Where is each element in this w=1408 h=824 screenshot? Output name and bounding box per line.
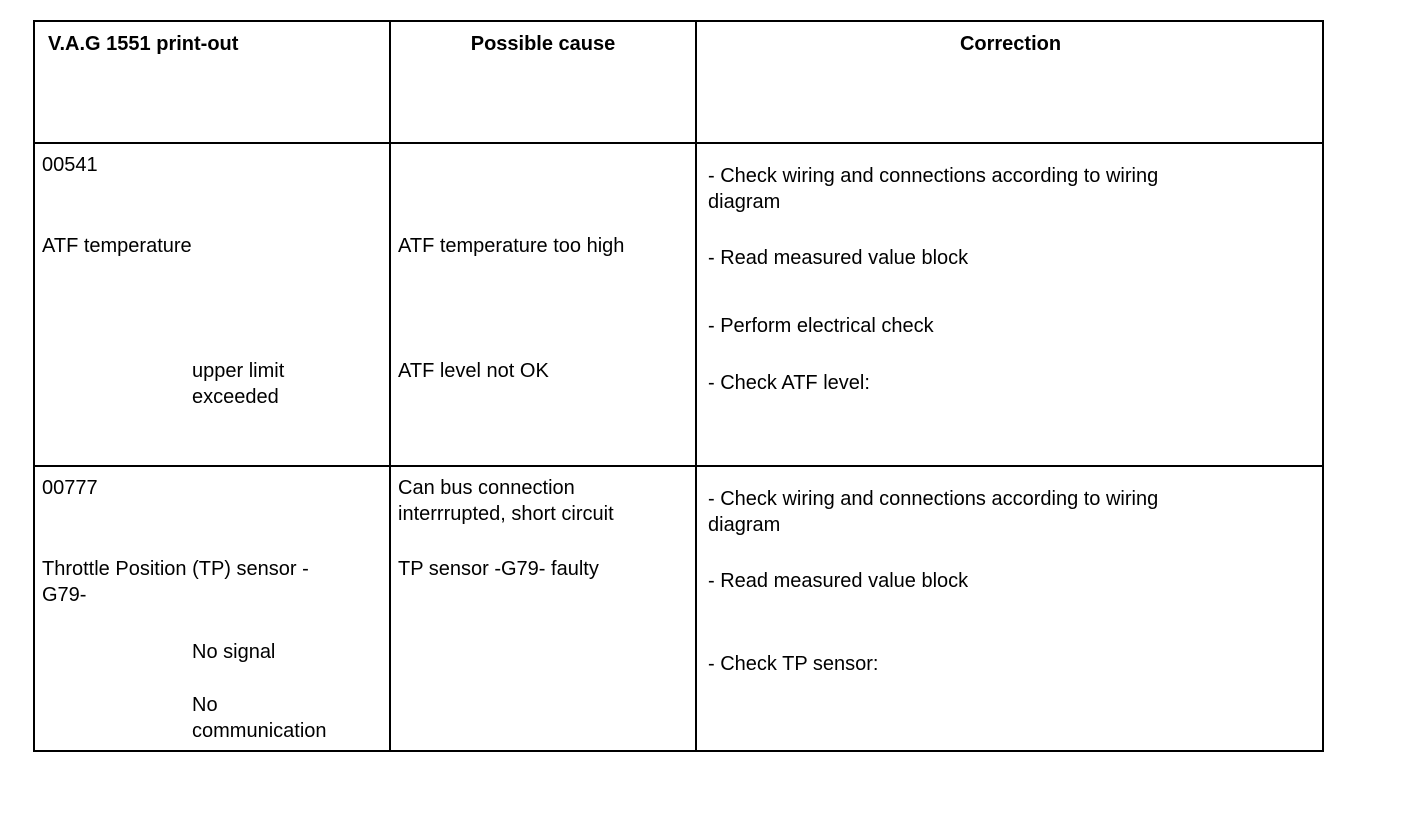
fault-condition: No signal (192, 641, 276, 663)
correction-step: - Check TP sensor: (708, 653, 879, 675)
row-divider (35, 465, 1322, 467)
correction-step: - Check wiring and connections according to wiring (708, 165, 1159, 187)
header-printout: V.A.G 1551 print-out (48, 33, 239, 55)
header-possible-cause: Possible cause (470, 33, 616, 55)
possible-cause-line: Can bus connection (398, 477, 575, 499)
correction-step-continued: diagram (708, 514, 781, 536)
possible-cause: ATF level not OK (398, 360, 549, 382)
fault-condition-line: No (192, 694, 218, 716)
column-divider (389, 22, 391, 750)
correction-step: - Check wiring and connections according to wiring (708, 488, 1159, 510)
fault-condition-line: exceeded (192, 386, 279, 408)
fault-condition-line: upper limit (192, 360, 285, 382)
header-correction: Correction (959, 33, 1062, 55)
possible-cause: TP sensor -G79- faulty (398, 558, 599, 580)
fault-component: ATF temperature (42, 235, 192, 257)
fault-condition-line: communication (192, 720, 327, 742)
fault-component-line: Throttle Position (TP) sensor - (42, 558, 309, 580)
row-divider (35, 142, 1322, 144)
fault-code: 00777 (42, 477, 98, 499)
correction-step-continued: diagram (708, 191, 781, 213)
fault-code: 00541 (42, 154, 98, 176)
fault-component-line: G79- (42, 584, 87, 606)
correction-step: - Check ATF level: (708, 372, 870, 394)
possible-cause: ATF temperature too high (398, 235, 625, 257)
correction-step: - Read measured value block (708, 247, 969, 269)
possible-cause-line: interrrupted, short circuit (398, 503, 614, 525)
column-divider (695, 22, 697, 750)
correction-step: - Perform electrical check (708, 315, 934, 337)
correction-step: - Read measured value block (708, 570, 969, 592)
fault-code-table (33, 20, 1324, 752)
